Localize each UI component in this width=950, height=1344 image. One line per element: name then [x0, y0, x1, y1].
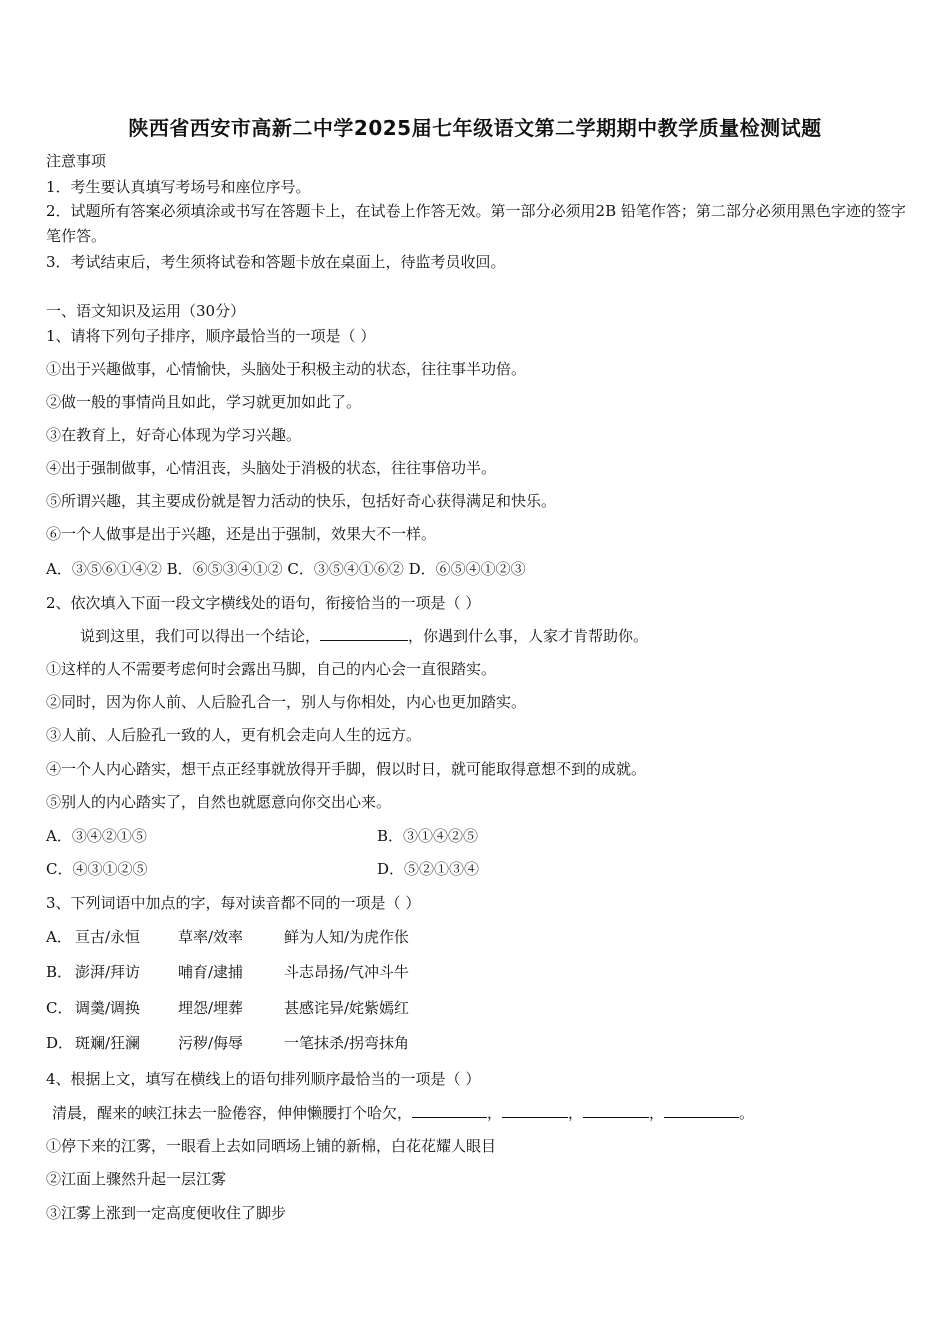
q4-sentence-2: ②江面上骤然升起一层江雾: [46, 1170, 227, 1188]
q4-blank-4: [664, 1103, 739, 1118]
q1-sentence-4: ④出于强制做事，心情沮丧，头脑处于消极的状态，往往事倍功半。: [46, 459, 497, 477]
q3-row-a-word-2: 草率/效率: [178, 928, 244, 946]
notice-item-3: 3．考试结束后，考生须将试卷和答题卡放在桌面上，待监考员收回。: [46, 253, 506, 271]
q4-blank-2: [502, 1103, 568, 1118]
q3-row-d-word-1: 斑斓/狂澜: [75, 1034, 141, 1052]
q2-option-c: C．④③①②⑤: [46, 860, 148, 878]
q1-sentence-1: ①出于兴趣做事，心情愉快，头脑处于积极主动的状态，往往事半功倍。: [46, 360, 527, 378]
q4-sentence-1: ①停下来的江雾，一眼看上去如同晒场上铺的新棉，白花花耀人眼目: [46, 1137, 497, 1155]
q3-row-b-word-3: 斗志昂扬/气冲斗牛: [284, 963, 410, 981]
q3-row-a-word-1: 亘古/永恒: [75, 928, 141, 946]
q3-row-a-letter: A．: [46, 928, 72, 946]
q4-sentence-3: ③江雾上涨到一定高度便收住了脚步: [46, 1204, 287, 1222]
q2-sentence-1: ①这样的人不需要考虑何时会露出马脚，自己的内心会一直很踏实。: [46, 660, 497, 678]
q2-passage-before: 说到这里，我们可以得出一个结论，: [80, 627, 321, 645]
q4-sep-3: ，: [649, 1104, 665, 1122]
q2-option-d: D．⑤②①③④: [377, 860, 480, 878]
q2-sentence-5: ⑤别人的内心踏实了，自然也就愿意向你交出心来。: [46, 793, 392, 811]
q1-sentence-3: ③在教育上，好奇心体现为学习兴趣。: [46, 426, 302, 444]
q2-sentence-4: ④一个人内心踏实，想干点正经事就放得开手脚，假以时日，就可能取得意想不到的成就。: [46, 760, 647, 778]
q2-passage-after: ，你遇到什么事，人家才肯帮助你。: [408, 627, 649, 645]
q4-sep-2: ，: [568, 1104, 584, 1122]
q2-sentence-2: ②同时，因为你人前、人后脸孔合一，别人与你相处，内心也更加踏实。: [46, 693, 527, 711]
q3-row-d-word-2: 污秽/侮辱: [178, 1034, 244, 1052]
notice-item-2: 2．试题所有答案必须填涂或书写在答题卡上，在试卷上作答无效。第一部分必须用2B 铅笔作答；第二部分必须用黑色字迹的签字笔作答。: [46, 202, 906, 245]
q2-option-b: B．③①④②⑤: [377, 827, 479, 845]
q4-sep-1: ，: [487, 1104, 503, 1122]
q3-row-c-letter: C．: [46, 999, 73, 1017]
q3-row-a-word-3: 鲜为人知/为虎作伥: [284, 928, 410, 946]
question-3-stem: 3、下列词语中加点的字，每对读音都不同的一项是（ ）: [46, 894, 421, 912]
q1-sentence-5: ⑤所谓兴趣，其主要成份就是智力活动的快乐，包括好奇心获得满足和快乐。: [46, 492, 557, 510]
q1-sentence-2: ②做一般的事情尚且如此，学习就更加如此了。: [46, 393, 362, 411]
q4-passage-before: 清晨，醒来的峡江抹去一脸倦容，伸伸懒腰打个哈欠，: [52, 1104, 413, 1122]
question-4-stem: 4、根据上文，填写在横线上的语句排列顺序最恰当的一项是（ ）: [46, 1070, 481, 1088]
q2-blank: [320, 626, 408, 641]
q4-blank-1: [412, 1103, 487, 1118]
question-2-stem: 2、依次填入下面一段文字横线处的语句，衔接恰当的一项是（ ）: [46, 594, 481, 612]
q4-blank-3: [583, 1103, 649, 1118]
q1-options: A．③⑤⑥①④② B．⑥⑤③④①② C．③⑤④①⑥② D．⑥⑤④①②③: [46, 560, 526, 578]
notice-heading: 注意事项: [46, 152, 107, 170]
q3-row-d-letter: D．: [46, 1034, 74, 1052]
q4-end: 。: [739, 1104, 755, 1122]
notice-item-1: 1．考生要认真填写考场号和座位序号。: [46, 178, 311, 196]
question-1-stem: 1、请将下列句子排序，顺序最恰当的一项是（ ）: [46, 327, 376, 345]
q2-option-a: A．③④②①⑤: [46, 827, 147, 845]
q3-row-b-word-2: 哺育/逮捕: [178, 963, 244, 981]
q2-passage: [80, 626, 648, 646]
q3-row-b-word-1: 澎湃/拜访: [75, 963, 141, 981]
q2-sentence-3: ③人前、人后脸孔一致的人，更有机会走向人生的远方。: [46, 726, 422, 744]
q3-row-b-letter: B．: [46, 963, 73, 981]
q3-row-d-word-3: 一笔抹杀/拐弯抹角: [284, 1034, 410, 1052]
q1-sentence-6: ⑥一个人做事是出于兴趣，还是出于强制，效果大不一样。: [46, 525, 437, 543]
q3-row-c-word-1: 调羹/调换: [75, 999, 141, 1017]
page-title: 陕西省西安市高新二中学2025届七年级语文第二学期期中教学质量检测试题: [128, 116, 822, 140]
q3-row-c-word-2: 埋怨/埋葬: [178, 999, 244, 1017]
section-heading: 一、语文知识及运用（30分）: [46, 302, 246, 320]
q4-passage: [52, 1103, 754, 1123]
q3-row-c-word-3: 甚感诧异/姹紫嫣红: [284, 999, 410, 1017]
